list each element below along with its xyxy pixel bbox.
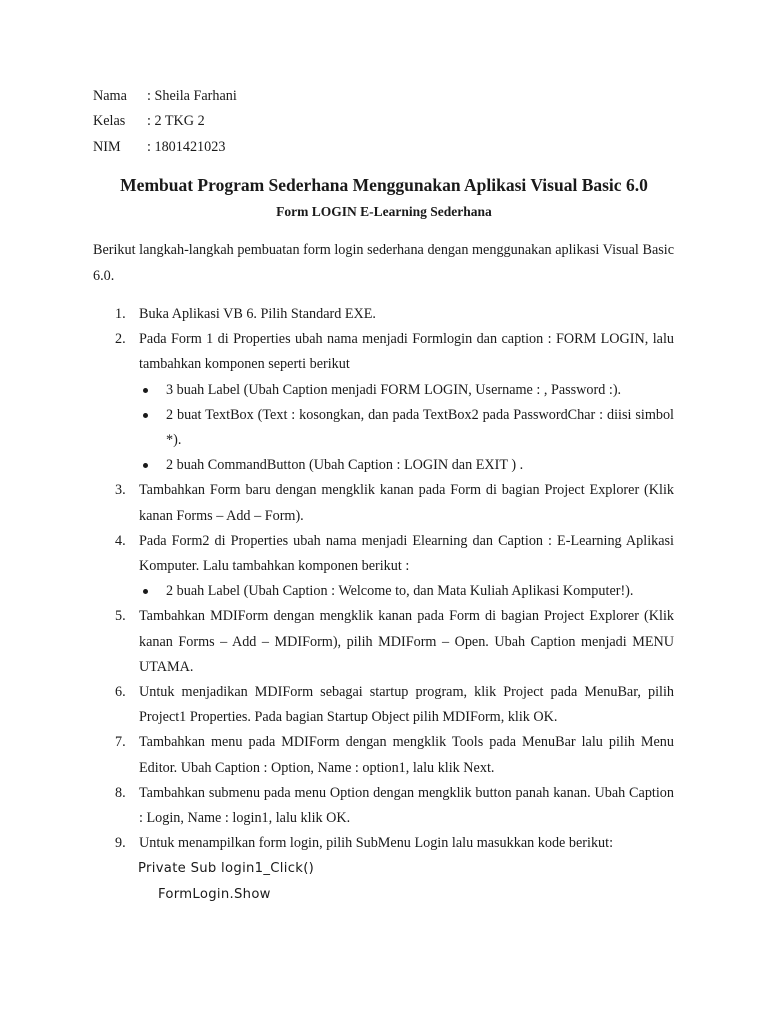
- step-item: [93, 730, 674, 780]
- intro-paragraph: Berikut langkah-langkah pembuatan form login sederhana dengan menggunakan aplikasi Visual Basic 6.0.: [93, 242, 674, 284]
- info-row-kelas: [93, 111, 205, 131]
- nama-value: : Sheila Farhani: [147, 88, 237, 104]
- step-number: 8.: [115, 784, 126, 801]
- step-text: Pada Form 1 di Properties ubah nama menjadi Formlogin dan caption : FORM LOGIN, lalu tambahkan komponen seperti berikut: [139, 331, 674, 373]
- sub-list: [139, 378, 674, 479]
- step-item: [93, 529, 674, 605]
- step-item: [93, 327, 674, 478]
- kelas-label: Kelas: [93, 113, 126, 129]
- step-item: [93, 478, 674, 528]
- sub-item: 3 buah Label (Ubah Caption menjadi FORM LOGIN, Username : , Password :).: [139, 378, 674, 403]
- info-row-nama: [93, 86, 237, 106]
- step-text: Tambahkan menu pada MDIForm dengan mengklik Tools pada MenuBar lalu pilih Menu Editor. Ubah Caption : Option, Name : option1, lalu klik Next.: [139, 734, 674, 776]
- step-number: 3.: [115, 482, 126, 499]
- step-item: [93, 604, 674, 680]
- code-line: FormLogin.Show: [158, 886, 271, 902]
- step-text: Tambahkan submenu pada menu Option dengan mengklik button panah kanan. Ubah Caption : Login, Name : login1, lalu klik OK.: [139, 784, 674, 827]
- step-item: [93, 680, 674, 730]
- document-title: Membuat Program Sederhana Menggunakan Aplikasi Visual Basic 6.0: [120, 175, 648, 195]
- step-number: 9.: [115, 835, 126, 852]
- nama-label: Nama: [93, 88, 127, 104]
- step-number: 6.: [115, 684, 126, 701]
- code-line: Private Sub login1_Click(): [138, 861, 315, 877]
- nim-label: NIM: [93, 139, 121, 155]
- sub-item: 2 buat TextBox (Text : kosongkan, dan pada TextBox2 pada PasswordChar : diisi simbol *).: [139, 403, 674, 453]
- step-number: 1.: [115, 306, 126, 322]
- info-row-nim: [93, 137, 225, 157]
- document-subtitle: Form LOGIN E-Learning Sederhana: [276, 204, 492, 219]
- step-text: Pada Form2 di Properties ubah nama menjadi Elearning dan Caption : E-Learning Aplikasi Komputer. Lalu tambahkan komponen berikut :: [139, 532, 674, 575]
- sub-item: 2 buah Label (Ubah Caption : Welcome to, dan Mata Kuliah Aplikasi Komputer!).: [139, 579, 674, 604]
- step-text: Tambahkan Form baru dengan mengklik kanan pada Form di bagian Project Explorer (Klik kanan Forms – Add – Form).: [139, 482, 674, 524]
- step-text: Untuk menjadikan MDIForm sebagai startup program, klik Project pada MenuBar, pilih Project1 Properties. Pada bagian Startup Object pilih MDIForm, klik OK.: [139, 684, 674, 726]
- sub-item: 2 buah CommandButton (Ubah Caption : LOGIN dan EXIT ) .: [139, 453, 674, 478]
- kelas-value: : 2 TKG 2: [147, 113, 205, 129]
- step-text: Tambahkan MDIForm dengan mengklik kanan pada Form di bagian Project Explorer (Klik kanan Forms – Add – MDIForm), pilih MDIForm – Open. Ubah Caption menjadi MENU UTAMA.: [139, 608, 674, 675]
- step-text: Untuk menampilkan form login, pilih SubMenu Login lalu masukkan kode berikut:: [139, 835, 614, 852]
- step-item: [93, 781, 674, 831]
- nim-value: : 1801421023: [147, 139, 226, 155]
- step-text: Buka Aplikasi VB 6. Pilih Standard EXE.: [139, 306, 376, 322]
- step-number: 4.: [115, 532, 126, 549]
- sub-list: [139, 579, 674, 604]
- step-number: 5.: [115, 608, 126, 625]
- step-item: [93, 302, 674, 327]
- step-number: 7.: [115, 734, 126, 751]
- steps-list: [93, 302, 674, 907]
- step-item: [93, 831, 674, 907]
- step-number: 2.: [115, 331, 126, 348]
